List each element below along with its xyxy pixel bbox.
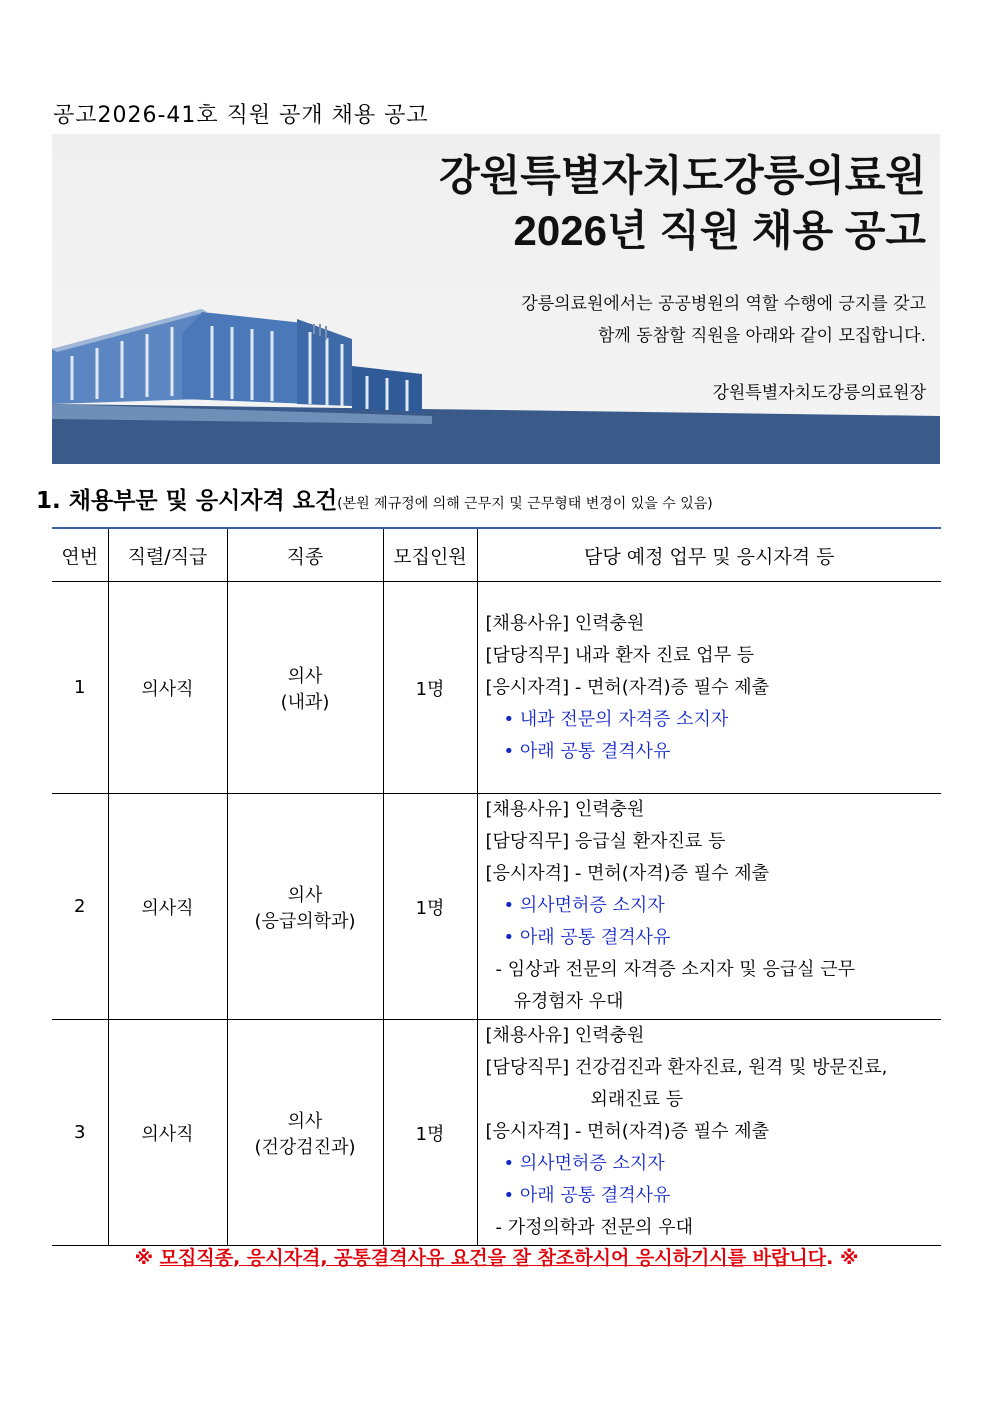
- duty-task: [담당직무] 응급실 환자진료 등: [485, 831, 726, 852]
- table-header-row: [52, 528, 941, 582]
- duty-reason: [채용사유] 인력충원: [485, 613, 645, 634]
- duty-bullet: • 내과 전문의 자격증 소지자: [503, 709, 729, 730]
- job-dept: (건강검진과): [254, 1136, 356, 1158]
- duty-task: [담당직무] 내과 환자 진료 업무 등: [485, 645, 755, 666]
- table-row: [52, 582, 941, 794]
- duty-preference-cont: 유경험자 우대: [513, 991, 624, 1012]
- section-note: (본원 제규정에 의해 근무지 및 근무형태 변경이 있을 수 있음): [337, 496, 713, 512]
- duty-qualification: [응시자격] - 면허(자격)증 필수 제출: [485, 863, 770, 884]
- banner-intro: [521, 288, 926, 352]
- banner-intro-line2: 함께 동참할 직원을 아래와 같이 모집합니다.: [597, 326, 926, 346]
- table-row: [52, 1020, 941, 1246]
- header-count: 모집인원: [383, 528, 477, 582]
- header-duty: 담당 예정 업무 및 응시자격 등: [477, 528, 941, 582]
- footer-text: 모집직종, 응시자격, 공통결격사유 요건을 잘 참조하시어 응시하기시를 바랍니다: [159, 1247, 827, 1269]
- duty-bullet: • 아래 공통 결격사유: [503, 741, 671, 762]
- duty-qualification: [응시자격] - 면허(자격)증 필수 제출: [485, 1121, 770, 1142]
- duty-bullet: • 의사면허증 소지자: [503, 1153, 665, 1174]
- row-series: 의사직: [108, 582, 227, 794]
- job-dept: (내과): [280, 691, 330, 713]
- banner-title-line1: 강원특별자치도강릉의료원: [439, 152, 926, 199]
- duty-preference: - 임상과 전문의 자격증 소지자 및 응급실 근무: [495, 959, 856, 980]
- job-title: 의사: [287, 884, 323, 906]
- row-count: 1명: [383, 794, 477, 1020]
- header-job: 직종: [227, 528, 383, 582]
- row-duty: [477, 794, 941, 1020]
- recruitment-table: [52, 527, 941, 1246]
- notice-number: 공고2026-41호 직원 공개 채용 공고: [53, 103, 429, 128]
- duty-preference: - 가정의학과 전문의 우대: [495, 1217, 694, 1238]
- duty-reason: [채용사유] 인력충원: [485, 1025, 645, 1046]
- banner-signature: 강원특별자치도강릉의료원장: [712, 383, 926, 403]
- row-duty: [477, 582, 941, 794]
- section-heading: [36, 482, 713, 515]
- row-series: 의사직: [108, 1020, 227, 1246]
- duty-reason: [채용사유] 인력충원: [485, 799, 645, 820]
- footer-end: . ※: [826, 1247, 859, 1269]
- row-job: [227, 582, 383, 794]
- banner-title: [439, 148, 926, 258]
- row-count: 1명: [383, 582, 477, 794]
- duty-bullet: • 아래 공통 결격사유: [503, 927, 671, 948]
- job-title: 의사: [287, 665, 323, 687]
- duty-qualification: [응시자격] - 면허(자격)증 필수 제출: [485, 677, 770, 698]
- row-duty: [477, 1020, 941, 1246]
- banner: [52, 134, 940, 464]
- table-row: [52, 794, 941, 1020]
- duty-task: [담당직무] 건강검진과 환자진료, 원격 및 방문진료,: [485, 1057, 888, 1078]
- row-no: 2: [52, 794, 108, 1020]
- row-no: 3: [52, 1020, 108, 1246]
- row-count: 1명: [383, 1020, 477, 1246]
- duty-bullet: • 의사면허증 소지자: [503, 895, 665, 916]
- duty-task-cont: 외래진료 등: [590, 1089, 684, 1110]
- duty-bullet: • 아래 공통 결격사유: [503, 1185, 671, 1206]
- reference-mark: ※: [134, 1247, 154, 1269]
- row-job: [227, 794, 383, 1020]
- banner-intro-line1: 강릉의료원에서는 공공병원의 역할 수행에 긍지를 갖고: [521, 294, 926, 314]
- header-series: 직렬/직급: [108, 528, 227, 582]
- row-no: 1: [52, 582, 108, 794]
- job-title: 의사: [287, 1110, 323, 1132]
- row-series: 의사직: [108, 794, 227, 1020]
- banner-title-line2: 2026년 직원 채용 공고: [513, 207, 926, 254]
- job-dept: (응급의학과): [254, 910, 356, 932]
- header-no: 연번: [52, 528, 108, 582]
- row-job: [227, 1020, 383, 1246]
- footer-notice: [52, 1243, 941, 1270]
- section-title: 1. 채용부문 및 응시자격 요건: [36, 488, 338, 514]
